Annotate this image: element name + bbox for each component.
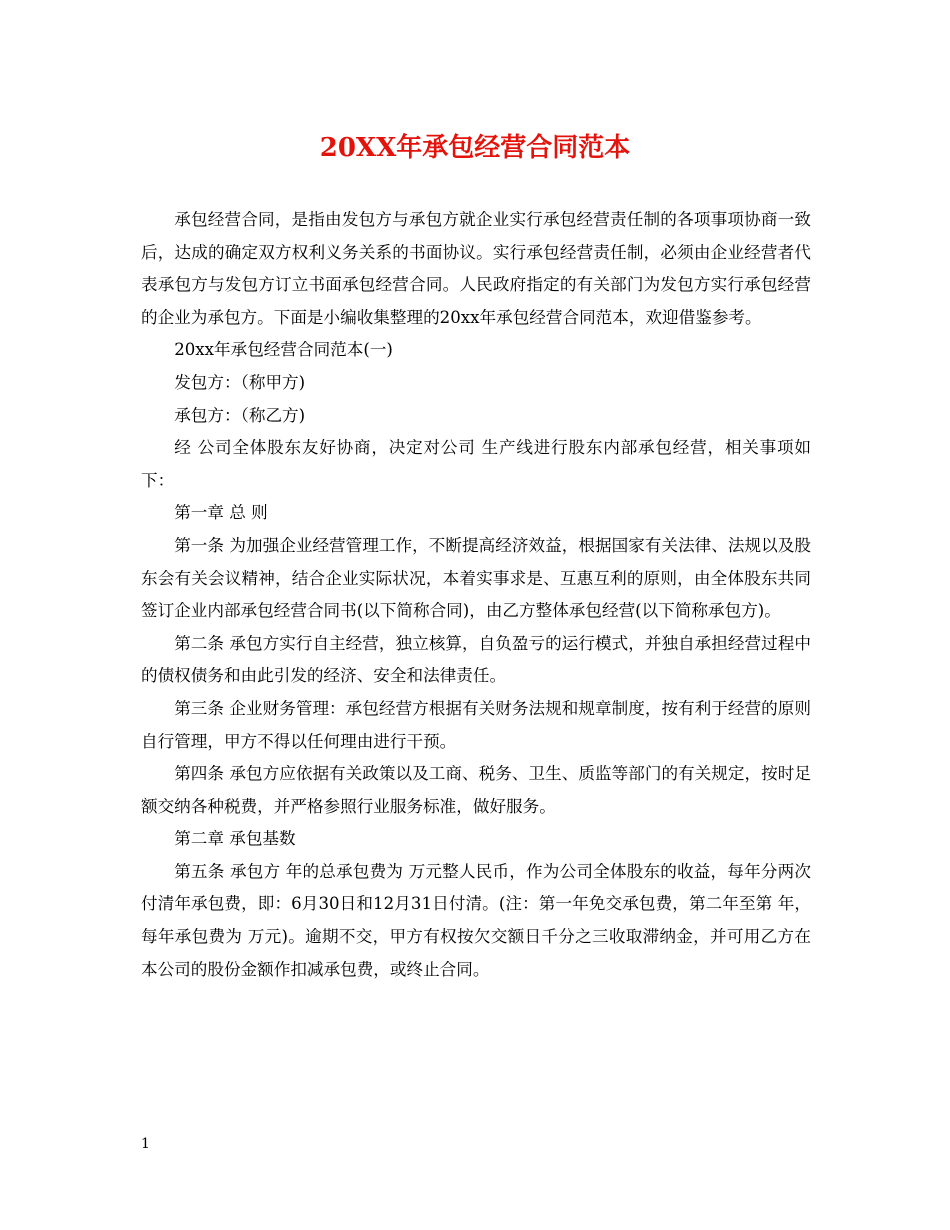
- article-5: 第五条 承包方 年的总承包费为 万元整人民币，作为公司全体股东的收益，每年分两次付清年承包费，即：6月30日和12月31日付清。(注：第一年免交承包费，第二年至第 年，每年承包费为 万元)。逾期不交，甲方有权按欠交额日千分之三收取滞纳金，并可用乙方在本公司的股份金额作扣减承包费，或终止合同。: [141, 861, 811, 979]
- chapter-2-heading: 第二章 承包基数: [174, 829, 296, 849]
- party-a-line: 发包方：（称甲方): [174, 372, 306, 392]
- article-4: 第四条 承包方应依据有关政策以及工商、税务、卫生、质监等部门的有关规定，按时足额交纳各种税费，并严格参照行业服务标准，做好服务。: [141, 764, 811, 816]
- chapter-1-heading: 第一章 总 则: [174, 503, 268, 523]
- article-3: 第三条 企业财务管理：承包经营方根据有关财务法规和规章制度，按有利于经营的原则自行管理，甲方不得以任何理由进行干预。: [141, 698, 811, 751]
- article-2: 第二条 承包方实行自主经营，独立核算，自负盈亏的运行模式，并独自承担经营过程中的债权债务和由此引发的经济、安全和法律责任。: [141, 633, 811, 686]
- article-1: 第一条 为加强企业经营管理工作，不断提高经济效益，根据国家有关法律、法规以及股东会有关会议精神，结合企业实际状况，本着实事求是、互惠互利的原则，由全体股东共同签订企业内部承包经营合同书(以下简称合同)，由乙方整体承包经营(以下简称承包方)。: [141, 535, 811, 621]
- party-b-line: 承包方：（称乙方): [174, 405, 306, 425]
- document-body: [141, 204, 811, 986]
- page-number: 1: [141, 1136, 150, 1152]
- preamble-paragraph: 经 公司全体股东友好协商，决定对公司 生产线进行股东内部承包经营，相关事项如下：: [141, 438, 811, 490]
- intro-paragraph: 承包经营合同，是指由发包方与承包方就企业实行承包经营责任制的各项事项协商一致后，达成的确定双方权利义务关系的书面协议。实行承包经营责任制，必须由企业经营者代表承包方与发包方订立书面承包经营合同。人民政府指定的有关部门为发包方实行承包经营的企业为承包方。下面是小编收集整理的20xx年承包经营合同范本，欢迎借鉴参考。: [141, 210, 811, 327]
- document-title: 20XX年承包经营合同范本: [319, 133, 631, 163]
- contract-heading: 20xx年承包经营合同范本(一): [174, 340, 393, 360]
